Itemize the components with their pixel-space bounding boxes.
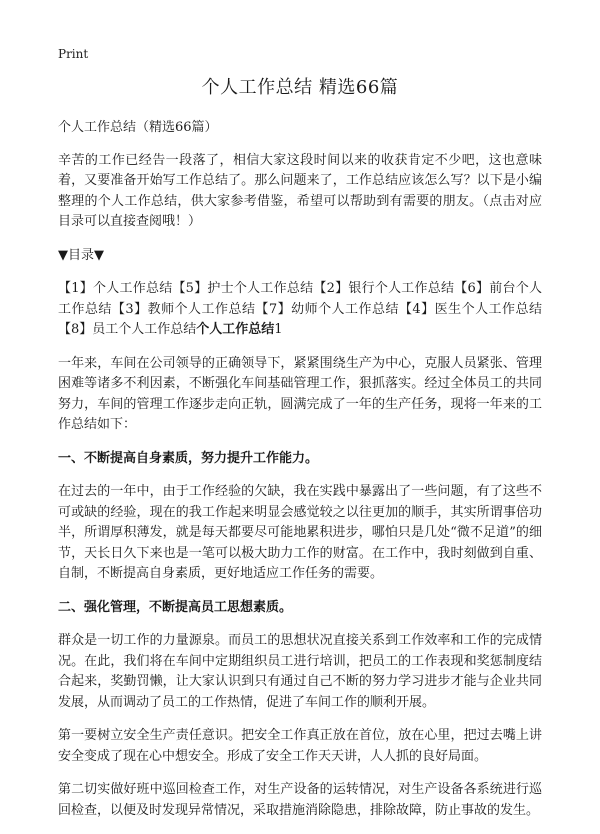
intro-paragraph: 辛苦的工作已经告一段落了，相信大家这段时间以来的收获肯定不少吧，这也意味着，又要准备开始写工作总结了。那么问题来了，工作总结应该怎么写？以下是小编整理的个人工作总结，供大家参考借鉴，希望可以帮助到有需要的朋友。（点击对应目录可以直接查阅哦！） [58,152,542,229]
toc-item-4[interactable]: 【4】医生个人工作总结 [398,301,542,317]
section-1-paragraph: 在过去的一年中，由于工作经验的欠缺，我在实践中暴露出了一些问题，有了这些不可或缺的经验，现在的我工作起来明显会感觉较之以往更加的顺手，其实所谓事倍功半，所谓厚积薄发，就是每天都要尽可能地累积进步，哪怕只是几处“微不足道”的细节，天长日久下来也是一笔可以极大助力工作的财富。在工作中，我时刻做到自重、自制，不断提高自身素质，更好地适应工作任务的需要。 [58,484,542,581]
toc-item-7[interactable]: 【7】幼师个人工作总结 [255,301,399,317]
table-of-contents [58,279,542,341]
section-2-heading: 二、强化管理，不断提高员工思想素质。 [58,599,293,615]
toc-heading: ▼目录▼ [58,247,104,263]
page-title: 个人工作总结 精选66篇 [201,77,399,98]
section-2-paragraph: 群众是一切工作的力量源泉。而员工的思想状况直接关系到工作效率和工作的完成情况。在此，我们将在车间中定期组织员工进行培训，把员工的工作表现和奖惩制度结合起来，奖勤罚懒，让大家认识到只有通过自己不断的努力学习进步才能与企业共同发展，从而调动了员工的工作热情，促进了车间工作的顺利开展。 [58,633,542,710]
toc-current-title: 个人工作总结 [196,322,275,337]
article-subtitle: 个人工作总结（精选66篇） [58,120,218,135]
toc-item-5[interactable]: 【5】护士个人工作总结 [172,281,314,296]
toc-current-number: 1 [274,322,283,337]
toc-item-2[interactable]: 【2】银行个人工作总结 [313,281,455,296]
toc-item-8[interactable]: 【8】员工个人工作总结 [58,322,197,337]
print-link[interactable]: Print [58,47,89,61]
point-2-paragraph: 第二切实做好班中巡回检查工作，对生产设备的运转情况，对生产设备各系统进行巡回检查，以便及时发现异常情况，采取措施消除隐患，排除故障，防止事故的发生。 [58,782,542,818]
toc-item-3[interactable]: 【3】教师个人工作总结 [111,301,256,317]
point-1-paragraph: 第一要树立安全生产责任意识。把安全工作真正放在首位，放在心里，把过去嘴上讲安全变成了现在心中想安全。形成了安全工作天天讲，人人抓的良好局面。 [58,728,542,764]
article-body [58,118,542,834]
section-1-heading: 一、不断提高自身素质，努力提升工作能力。 [58,450,319,466]
toc-item-1[interactable]: 【1】个人工作总结 [58,281,173,296]
toc-item-6[interactable]: 【6】前台个人工作总结 [58,281,542,317]
opening-paragraph: 一年来，车间在公司领导的正确领导下，紧紧围绕生产为中心，克服人员紧张、管理困难等诸多不利因素，不断强化车间基础管理工作，狠抓落实。经过全体员工的共同努力，车间的管理工作逐步走向正轨，圆满完成了一年的生产任务，现将一年来的工作总结如下： [58,355,542,432]
